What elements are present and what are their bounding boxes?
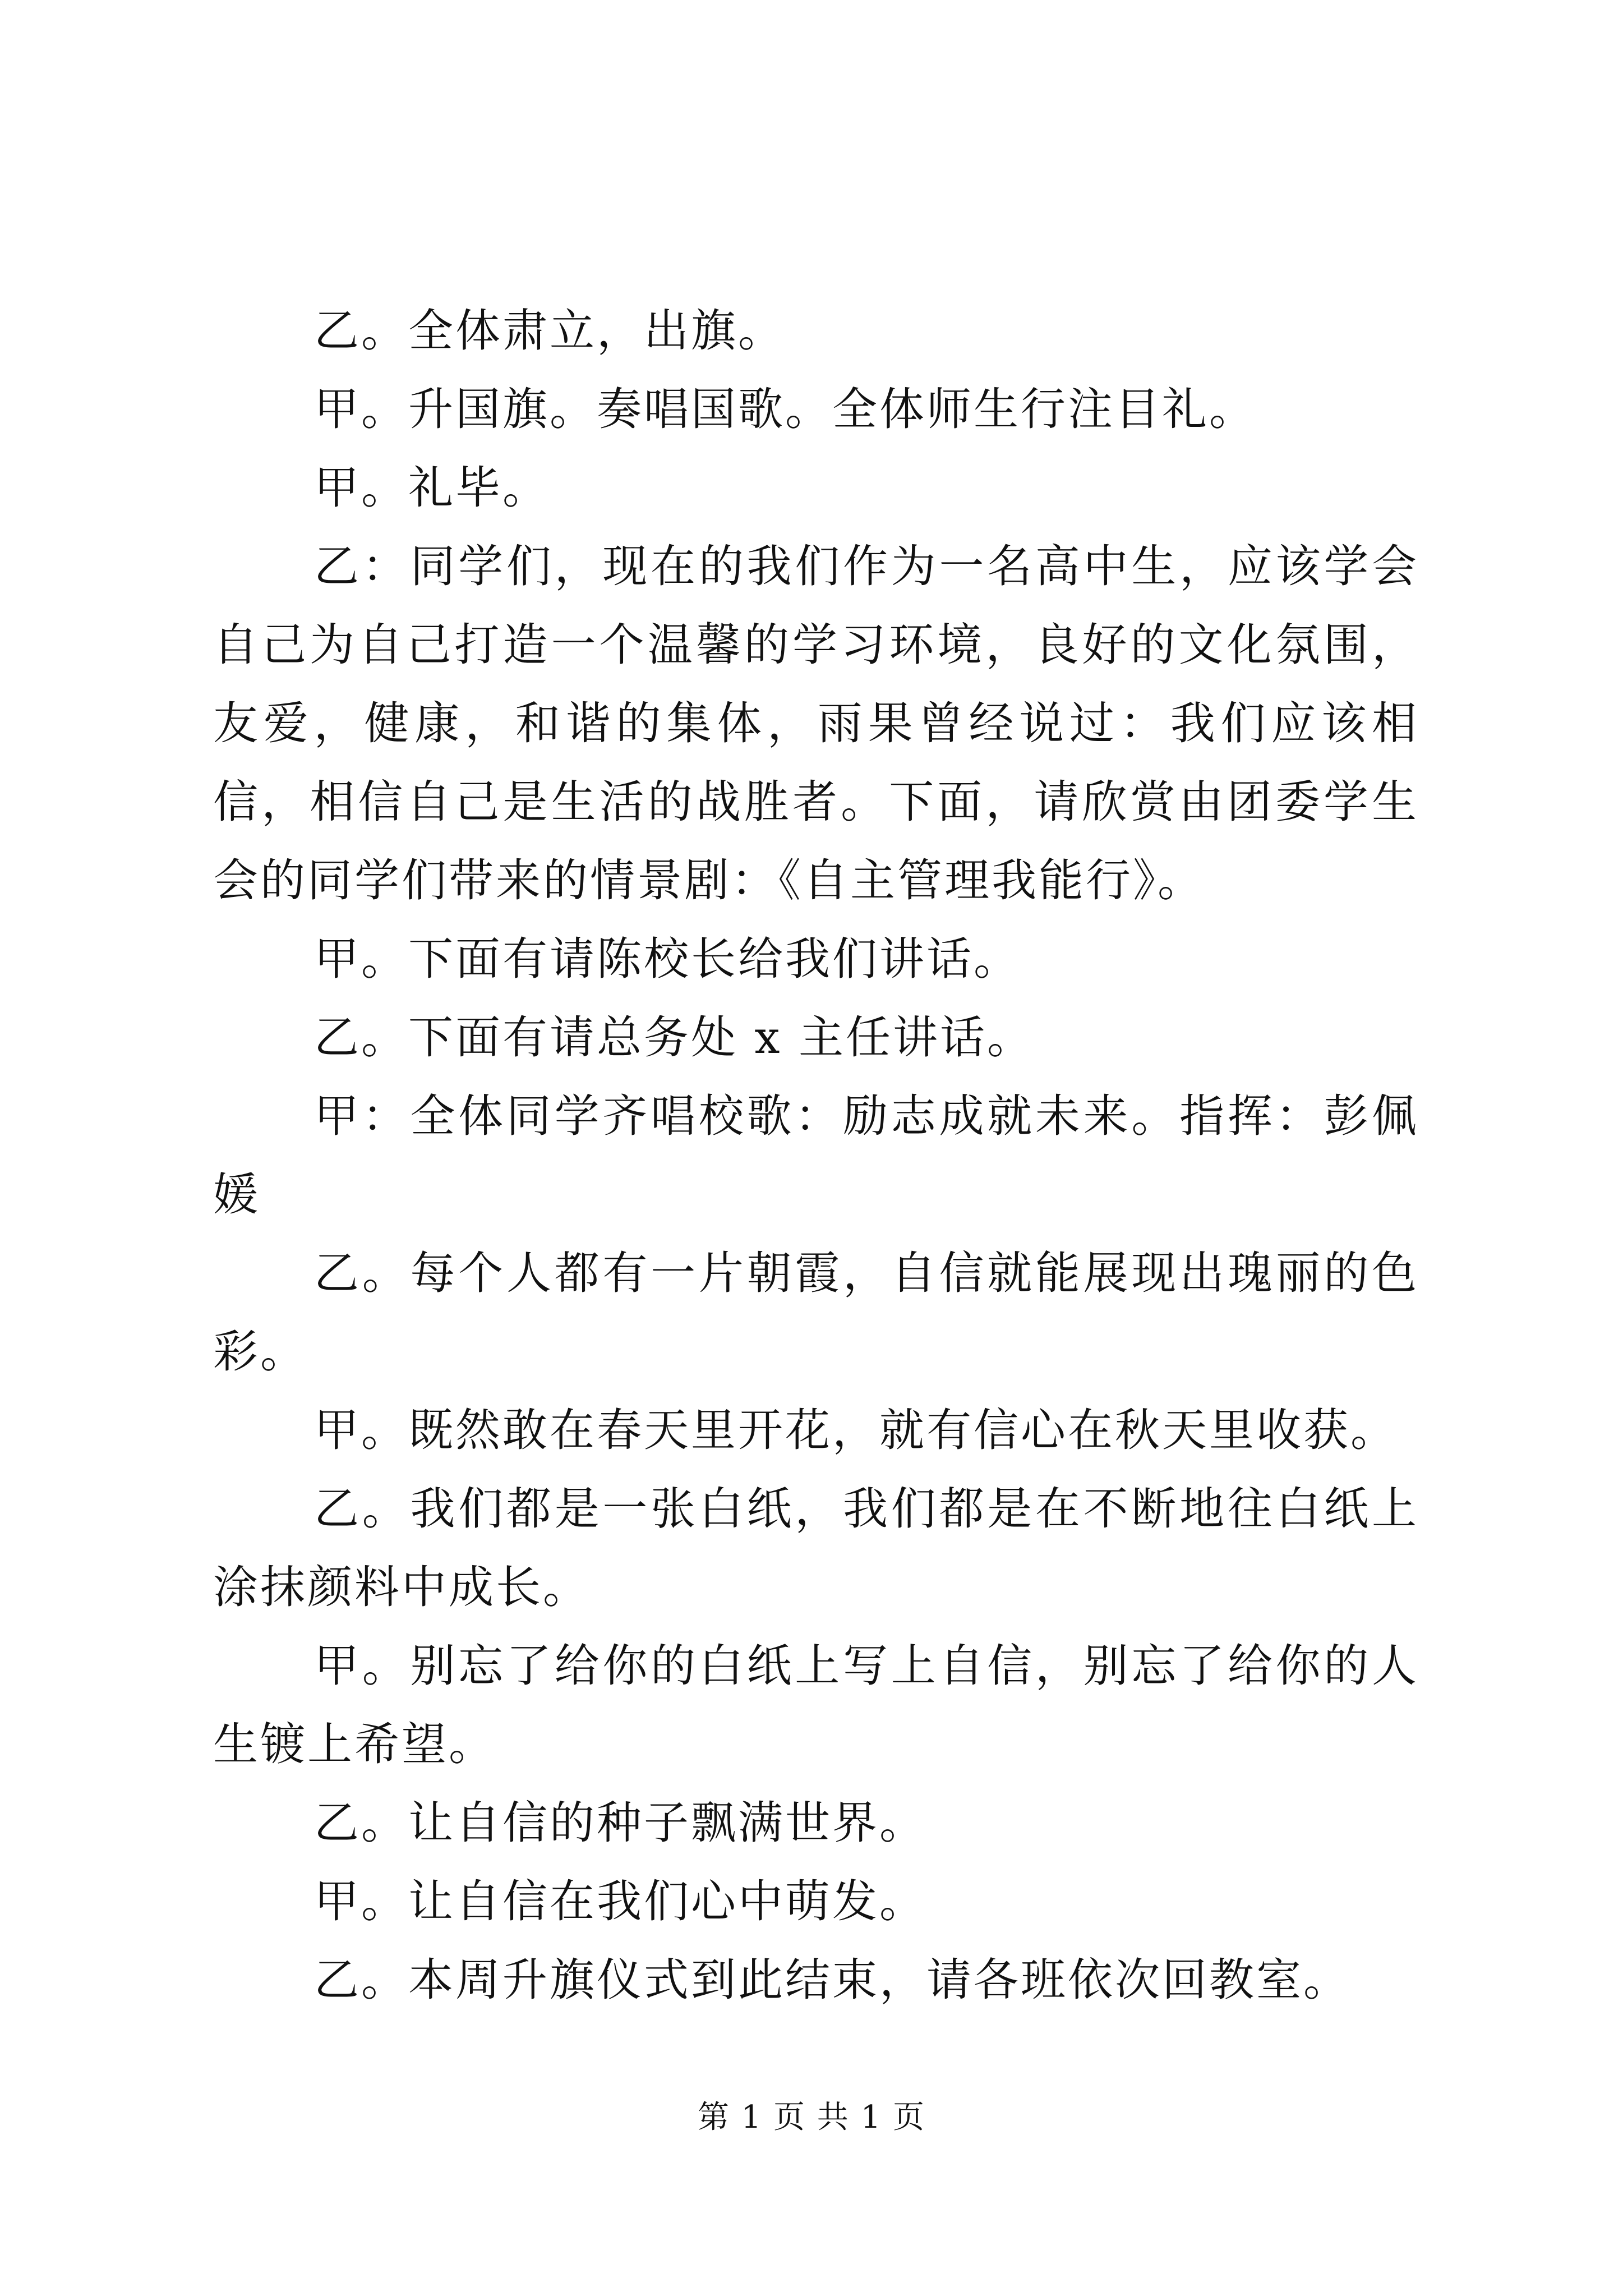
paragraph: 乙。下面有请总务处 x 主任讲话。: [314, 1011, 1034, 1064]
paragraph: 甲。升国旗。奏唱国歌。全体师生行注目礼。: [314, 383, 1256, 435]
paragraph: 甲：全体同学齐唱校歌：励志成就未来。指挥：彭佩媛: [213, 1090, 1419, 1221]
paragraph: 乙。每个人都有一片朝霞，自信就能展现出瑰丽的色彩。: [213, 1247, 1419, 1378]
paragraph: 乙：同学们，现在的我们作为一名高中生，应该学会自己为自己打造一个温馨的学习环境，良好的文化氛围，友爱，健康，和谐的集体，雨果曾经说过：我们应该相信，相信自己是生活的战胜者。下面，请欣赏由团委学生会的同学们带来的情景剧：《自主管理我能行》。: [213, 540, 1419, 907]
paragraph: 甲。下面有请陈校长给我们讲话。: [314, 933, 1021, 985]
document-body: [213, 292, 1419, 2019]
paragraph: 乙。我们都是一张白纸，我们都是在不断地往白纸上涂抹颜料中成长。: [213, 1483, 1419, 1613]
paragraph: 乙。本周升旗仪式到此结束，请各班依次回教室。: [314, 1954, 1350, 2006]
paragraph: 甲。别忘了给你的白纸上写上自信，别忘了给你的人生镀上希望。: [213, 1640, 1419, 1770]
paragraph: 甲。让自信在我们心中萌发。: [314, 1875, 926, 1927]
paragraph: 甲。礼毕。: [314, 462, 550, 514]
page-footer: 第 1 页 共 1 页: [697, 2099, 926, 2136]
paragraph: 乙。全体肃立，出旗。: [314, 305, 785, 357]
paragraph: 甲。既然敢在春天里开花，就有信心在秋天里收获。: [314, 1404, 1398, 1456]
paragraph: 乙。让自信的种子飘满世界。: [314, 1797, 926, 1849]
